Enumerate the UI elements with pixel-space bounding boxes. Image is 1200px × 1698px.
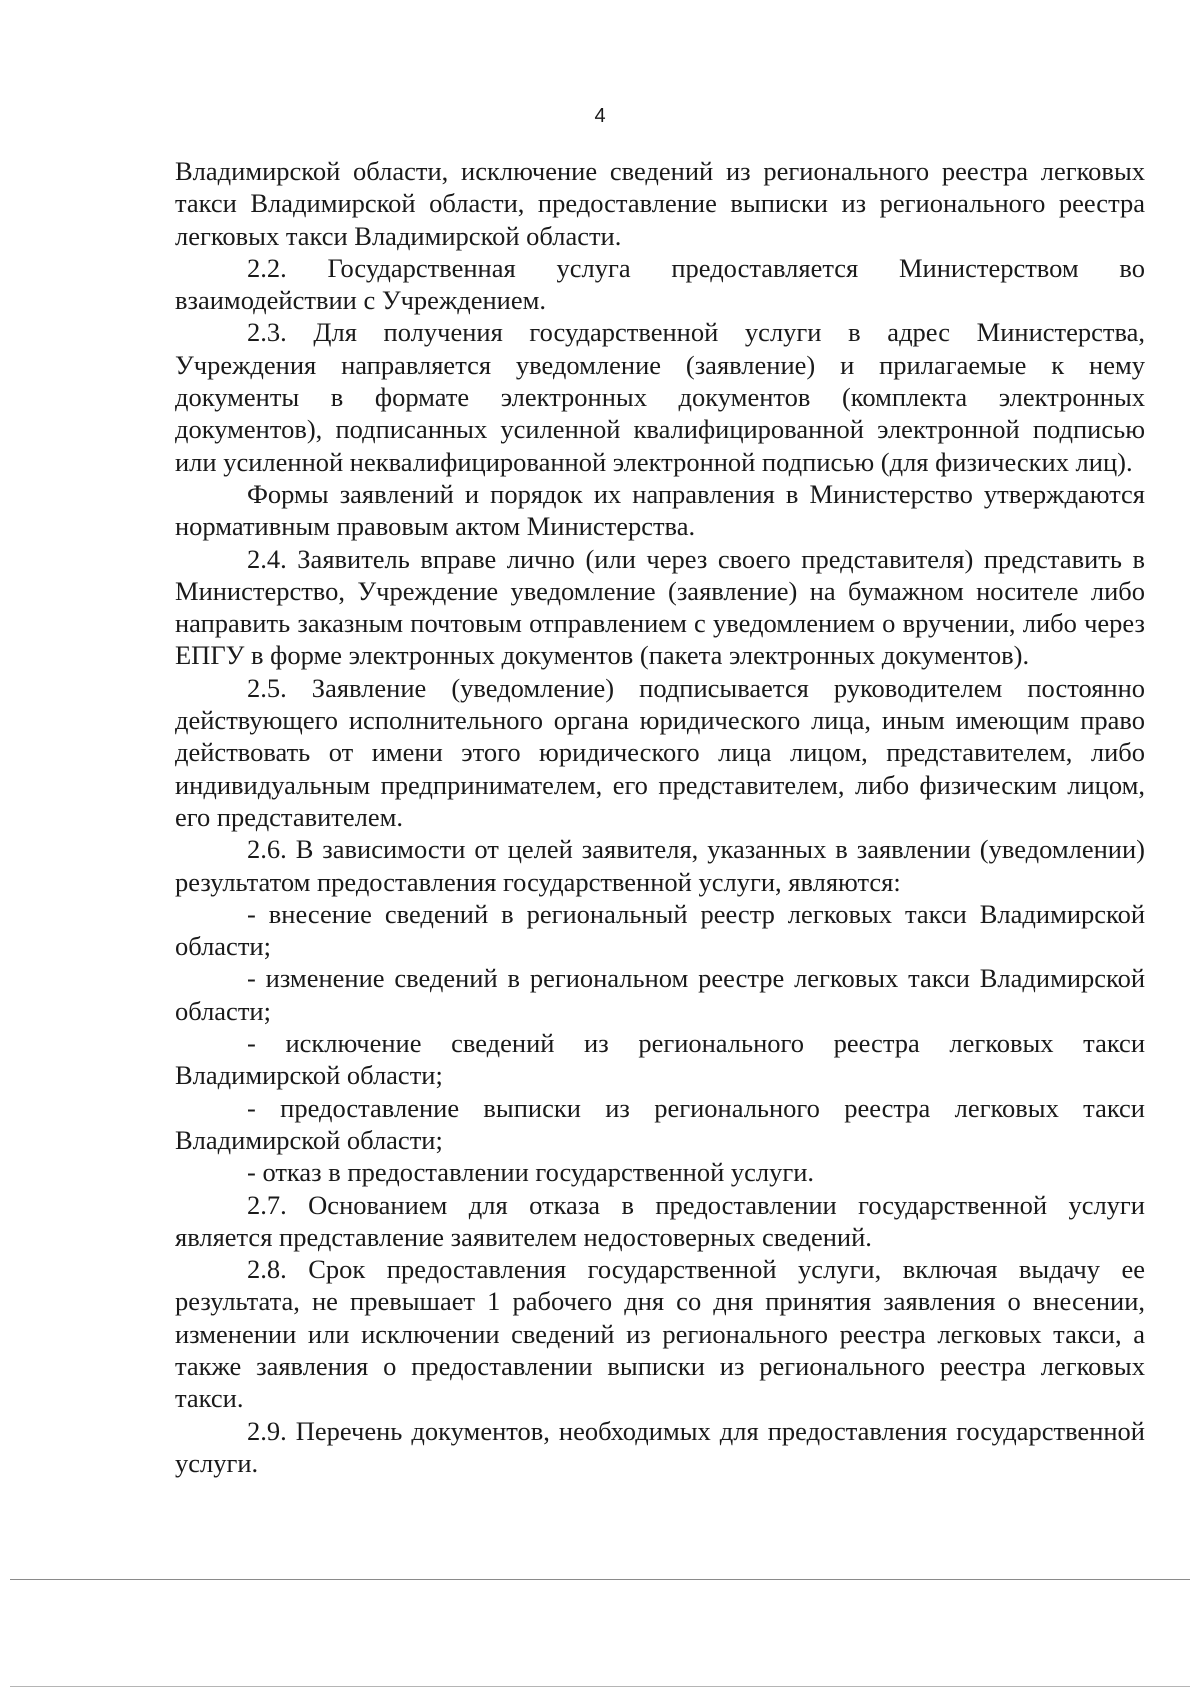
page-divider <box>10 1579 1190 1580</box>
paragraph-2-4: 2.4. Заявитель вправе лично (или через своего представителя) представить в Министерство, Учреждение уведомление (заявление) на бумажном носителе либо направить заказным почтовым отправлением с уведомлением о вручении, либо через ЕПГУ в форме электронных документов (пакета электронных документов). <box>175 543 1145 671</box>
paragraph-2-7: 2.7. Основанием для отказа в предоставлении государственной услуги является представление заявителем недостоверных сведений. <box>175 1189 1145 1252</box>
paragraph-continuation: Владимирской области, исключение сведений из регионального реестра легковых такси Владимирской области, предоставление выписки из регионального реестра легковых такси Владимирской области. <box>175 156 1145 251</box>
paragraph-2-5: 2.5. Заявление (уведомление) подписывается руководителем постоянно действующего исполнительного органа юридического лица, иным имеющим право действовать от имени этого юридического лица лицом, представителем, либо индивидуальным предпринимателем, его представителем, либо физическим лицом, его представителем. <box>175 672 1145 832</box>
list-item-change: - изменение сведений в региональном реестре легковых такси Владимирской области; <box>175 963 1145 1026</box>
paragraph-2-6: 2.6. В зависимости от целей заявителя, указанных в заявлении (уведомлении) результатом предоставления государственной услуги, являются: <box>175 834 1145 897</box>
paragraph-forms: Формы заявлений и порядок их направления в Министерство утверждаются нормативным правовым актом Министерства. <box>175 478 1145 542</box>
list-item-extract: - предоставление выписки из регионального реестра легковых такси Владимирской области; <box>175 1092 1145 1155</box>
paragraph-2-8: 2.8. Срок предоставления государственной услуги, включая выдачу ее результата, не превышает 1 рабочего дня со дня принятия заявления о внесении, изменении или исключении сведений из регионального реестра легковых такси, а также заявления о предоставлении выписки из регионального реестра легковых такси. <box>175 1254 1145 1414</box>
list-item-refusal: - отказ в предоставлении государственной услуги. <box>247 1157 815 1188</box>
document-body <box>175 155 1145 1479</box>
paragraph-2-3: 2.3. Для получения государственной услуги в адрес Министерства, Учреждения направляется уведомление (заявление) и прилагаемые к нему документы в формате электронных документов (комплекта электронных документов), подписанных усиленной квалифицированной электронной подписью или усиленной неквалифицированной электронной подписью (для физических лиц). <box>175 317 1145 477</box>
paragraph-2-9: 2.9. Перечень документов, необходимых для предоставления государственной услуги. <box>175 1415 1145 1478</box>
paragraph-2-2: 2.2. Государственная услуга предоставляется Министерством во взаимодействии с Учреждением. <box>175 252 1145 316</box>
list-item-exclusion: - исключение сведений из регионального реестра легковых такси Владимирской области; <box>175 1028 1145 1091</box>
list-item-inclusion: - внесение сведений в региональный реестр легковых такси Владимирской области; <box>175 898 1145 962</box>
bottom-divider <box>10 1686 1190 1687</box>
page-number: 4 <box>594 105 606 127</box>
